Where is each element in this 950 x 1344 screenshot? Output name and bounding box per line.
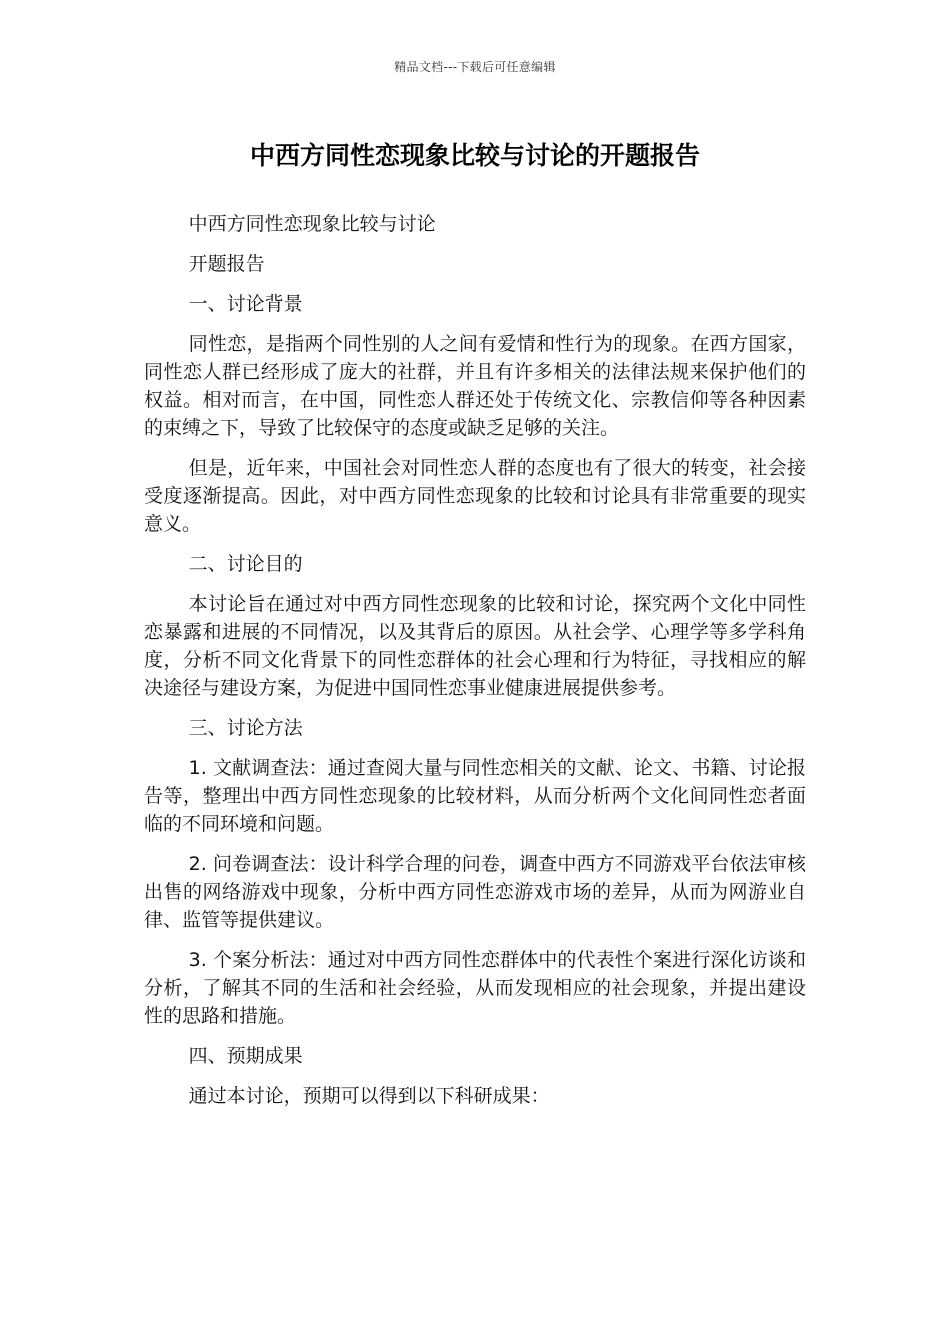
list-item: 2. 问卷调查法：设计科学合理的问卷，调查中西方不同游戏平台依法审核出售的网络游戏中现象，分析中西方同性恋游戏市场的差异，从而为网游业自律、监管等提供建议。 [144, 853, 806, 931]
section-heading-methods: 三、讨论方法 [188, 717, 303, 739]
section-heading-results: 四、预期成果 [188, 1045, 303, 1067]
paragraph: 本讨论旨在通过对中西方同性恋现象的比较和讨论，探究两个文化中同性恋暴露和进展的不同情况，以及其背后的原因。从社会学、心理学等多学科角度，分析不同文化背景下的同性恋群体的社会心理和行为特征，寻找相应的解决途径与建设方案，为促进中国同性恋事业健康进展提供参考。 [144, 593, 806, 699]
list-item: 3. 个案分析法：通过对中西方同性恋群体中的代表性个案进行深化访谈和分析，了解其不同的生活和社会经验，从而发现相应的社会现象，并提出建设性的思路和措施。 [144, 949, 806, 1027]
paragraph: 通过本讨论，预期可以得到以下科研成果： [188, 1085, 550, 1107]
document-body [144, 210, 806, 1122]
section-heading-purpose: 二、讨论目的 [188, 553, 303, 575]
paragraph: 但是，近年来，中国社会对同性恋人群的态度也有了很大的转变，社会接受度逐渐提高。因此，对中西方同性恋现象的比较和讨论具有非常重要的现实意义。 [144, 457, 806, 535]
list-item: 1. 文献调查法：通过查阅大量与同性恋相关的文献、论文、书籍、讨论报告等，整理出中西方同性恋现象的比较材料，从而分析两个文化间同性恋者面临的不同环境和问题。 [144, 757, 806, 835]
document-title: 中西方同性恋现象比较与讨论的开题报告 [249, 141, 700, 170]
page-header: 精品文档---下载后可任意编辑 [394, 60, 556, 74]
section-heading-background: 一、讨论背景 [188, 293, 303, 315]
paragraph-subtitle-2: 开题报告 [188, 253, 265, 275]
paragraph: 同性恋，是指两个同性别的人之间有爱情和性行为的现象。在西方国家，同性恋人群已经形成了庞大的社群，并且有许多相关的法律法规来保护他们的权益。相对而言，在中国，同性恋人群还处于传统文化、宗教信仰等各种因素的束缚之下，导致了比较保守的态度或缺乏足够的关注。 [144, 333, 806, 439]
paragraph-subtitle: 中西方同性恋现象比较与讨论 [188, 213, 436, 235]
